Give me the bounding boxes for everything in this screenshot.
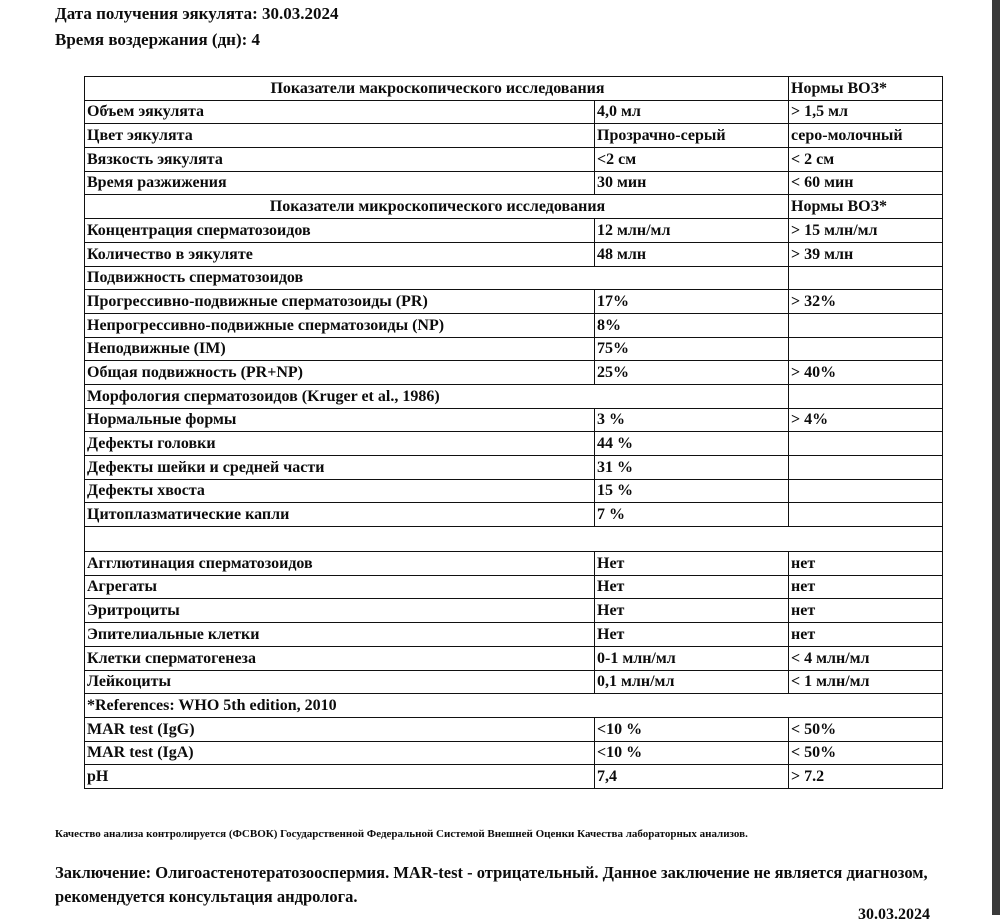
table-row xyxy=(85,171,943,195)
parameter-name: MAR test (IgA) xyxy=(85,741,595,765)
table-row xyxy=(85,148,943,172)
references-note: *References: WHO 5th edition, 2010 xyxy=(85,694,943,718)
who-norm: нет xyxy=(789,623,943,647)
who-norm: < 60 мин xyxy=(789,171,943,195)
spacer-row xyxy=(85,527,943,552)
parameter-value: 8% xyxy=(595,313,789,337)
parameter-name: Дефекты головки xyxy=(85,432,595,456)
who-norm: > 15 млн/мл xyxy=(789,219,943,243)
micro-section-title: Показатели микроскопического исследования xyxy=(85,195,789,219)
parameter-value: 7,4 xyxy=(595,765,789,789)
norms-column-title: Нормы ВОЗ* xyxy=(789,195,943,219)
who-norm: < 2 см xyxy=(789,148,943,172)
table-row xyxy=(85,242,943,266)
parameter-value: Нет xyxy=(595,552,789,576)
who-norm xyxy=(789,432,943,456)
parameter-value: 0,1 млн/мл xyxy=(595,670,789,694)
who-norm: > 1,5 мл xyxy=(789,100,943,124)
who-norm xyxy=(789,456,943,480)
empty-cell xyxy=(85,527,943,552)
table-row xyxy=(85,100,943,124)
who-norm: < 50% xyxy=(789,717,943,741)
parameter-name: Эпителиальные клетки xyxy=(85,623,595,647)
empty-cell xyxy=(789,384,943,408)
parameter-name: Нормальные формы xyxy=(85,408,595,432)
parameter-name: MAR test (IgG) xyxy=(85,717,595,741)
who-norm xyxy=(789,503,943,527)
table-row xyxy=(85,575,943,599)
who-norm: < 4 млн/мл xyxy=(789,646,943,670)
macro-section-title: Показатели макроскопического исследования xyxy=(85,77,789,101)
parameter-name: Дефекты хвоста xyxy=(85,479,595,503)
parameter-name: Прогрессивно-подвижные сперматозоиды (PR) xyxy=(85,290,595,314)
parameter-value: Нет xyxy=(595,623,789,647)
quality-control-note: Качество анализа контролируется (ФСВОК) Государственной Федеральной Системой Внешней Оценки Качества лабораторных анализов. xyxy=(55,828,748,840)
who-norm: нет xyxy=(789,599,943,623)
parameter-name: Общая подвижность (PR+NP) xyxy=(85,361,595,385)
collection-date-line: Дата получения эякулята: 30.03.2024 xyxy=(55,4,339,23)
references-row xyxy=(85,694,943,718)
who-norm: > 39 млн xyxy=(789,242,943,266)
table-row xyxy=(85,124,943,148)
parameter-name: Цвет эякулята xyxy=(85,124,595,148)
table-row xyxy=(85,408,943,432)
who-norm: > 32% xyxy=(789,290,943,314)
parameter-name: Дефекты шейки и средней части xyxy=(85,456,595,480)
page-edge xyxy=(992,0,1000,915)
motility-section-title: Подвижность сперматозоидов xyxy=(85,266,789,290)
parameter-name: Концентрация сперматозоидов xyxy=(85,219,595,243)
table-row xyxy=(85,432,943,456)
who-norm: > 4% xyxy=(789,408,943,432)
who-norm: нет xyxy=(789,575,943,599)
parameter-name: Клетки сперматогенеза xyxy=(85,646,595,670)
table-row xyxy=(85,765,943,789)
who-norm: серо-молочный xyxy=(789,124,943,148)
who-norm xyxy=(789,337,943,361)
parameter-value: 3 % xyxy=(595,408,789,432)
table-row xyxy=(85,503,943,527)
table-row xyxy=(85,313,943,337)
subsection-row xyxy=(85,266,943,290)
parameter-name: Время разжижения xyxy=(85,171,595,195)
who-norm: > 7.2 xyxy=(789,765,943,789)
subsection-row xyxy=(85,384,943,408)
parameter-value: 15 % xyxy=(595,479,789,503)
table-row xyxy=(85,741,943,765)
parameter-value: 7 % xyxy=(595,503,789,527)
semen-analysis-table xyxy=(84,76,943,789)
parameter-value: 12 млн/мл xyxy=(595,219,789,243)
parameter-value: 0-1 млн/мл xyxy=(595,646,789,670)
parameter-value: Прозрачно-серый xyxy=(595,124,789,148)
parameter-value: 17% xyxy=(595,290,789,314)
parameter-value: 75% xyxy=(595,337,789,361)
who-norm: < 50% xyxy=(789,741,943,765)
parameter-name: Непрогрессивно-подвижные сперматозоиды (NP) xyxy=(85,313,595,337)
table-row xyxy=(85,623,943,647)
parameter-name: Лейкоциты xyxy=(85,670,595,694)
empty-cell xyxy=(789,266,943,290)
parameter-name: Агглютинация сперматозоидов xyxy=(85,552,595,576)
who-norm: > 40% xyxy=(789,361,943,385)
table-row xyxy=(85,717,943,741)
parameter-value: Нет xyxy=(595,575,789,599)
parameter-value: 30 мин xyxy=(595,171,789,195)
parameter-value: 44 % xyxy=(595,432,789,456)
section-header-row xyxy=(85,195,943,219)
signature-date: 30.03.2024 xyxy=(858,906,930,923)
parameter-value: <10 % xyxy=(595,741,789,765)
parameter-value: 25% xyxy=(595,361,789,385)
who-norm: нет xyxy=(789,552,943,576)
table-row xyxy=(85,670,943,694)
parameter-name: Вязкость эякулята xyxy=(85,148,595,172)
parameter-name: Эритроциты xyxy=(85,599,595,623)
parameter-name: Количество в эякуляте xyxy=(85,242,595,266)
parameter-name: Неподвижные (IM) xyxy=(85,337,595,361)
table-row xyxy=(85,599,943,623)
parameter-name: Агрегаты xyxy=(85,575,595,599)
table-row xyxy=(85,552,943,576)
parameter-name: Цитоплазматические капли xyxy=(85,503,595,527)
parameter-name: pH xyxy=(85,765,595,789)
table-row xyxy=(85,646,943,670)
table-row xyxy=(85,219,943,243)
table-row xyxy=(85,456,943,480)
table-row xyxy=(85,479,943,503)
abstinence-line: Время воздержания (дн): 4 xyxy=(55,30,261,49)
parameter-name: Объем эякулята xyxy=(85,100,595,124)
table-row xyxy=(85,361,943,385)
morphology-section-title: Морфология сперматозоидов (Kruger et al., 1986) xyxy=(85,384,789,408)
section-header-row xyxy=(85,77,943,101)
parameter-value: <2 см xyxy=(595,148,789,172)
parameter-value: <10 % xyxy=(595,717,789,741)
parameter-value: 48 млн xyxy=(595,242,789,266)
parameter-value: 31 % xyxy=(595,456,789,480)
table-row xyxy=(85,337,943,361)
who-norm xyxy=(789,313,943,337)
conclusion-text: Заключение: Олигоастенотератозооспермия. MAR-test - отрицательный. Данное заключение не является диагнозом, рекомендуется консультация андролога. xyxy=(55,863,928,906)
table-row xyxy=(85,290,943,314)
who-norm: < 1 млн/мл xyxy=(789,670,943,694)
norms-column-title: Нормы ВОЗ* xyxy=(789,77,943,101)
who-norm xyxy=(789,479,943,503)
parameter-value: Нет xyxy=(595,599,789,623)
parameter-value: 4,0 мл xyxy=(595,100,789,124)
